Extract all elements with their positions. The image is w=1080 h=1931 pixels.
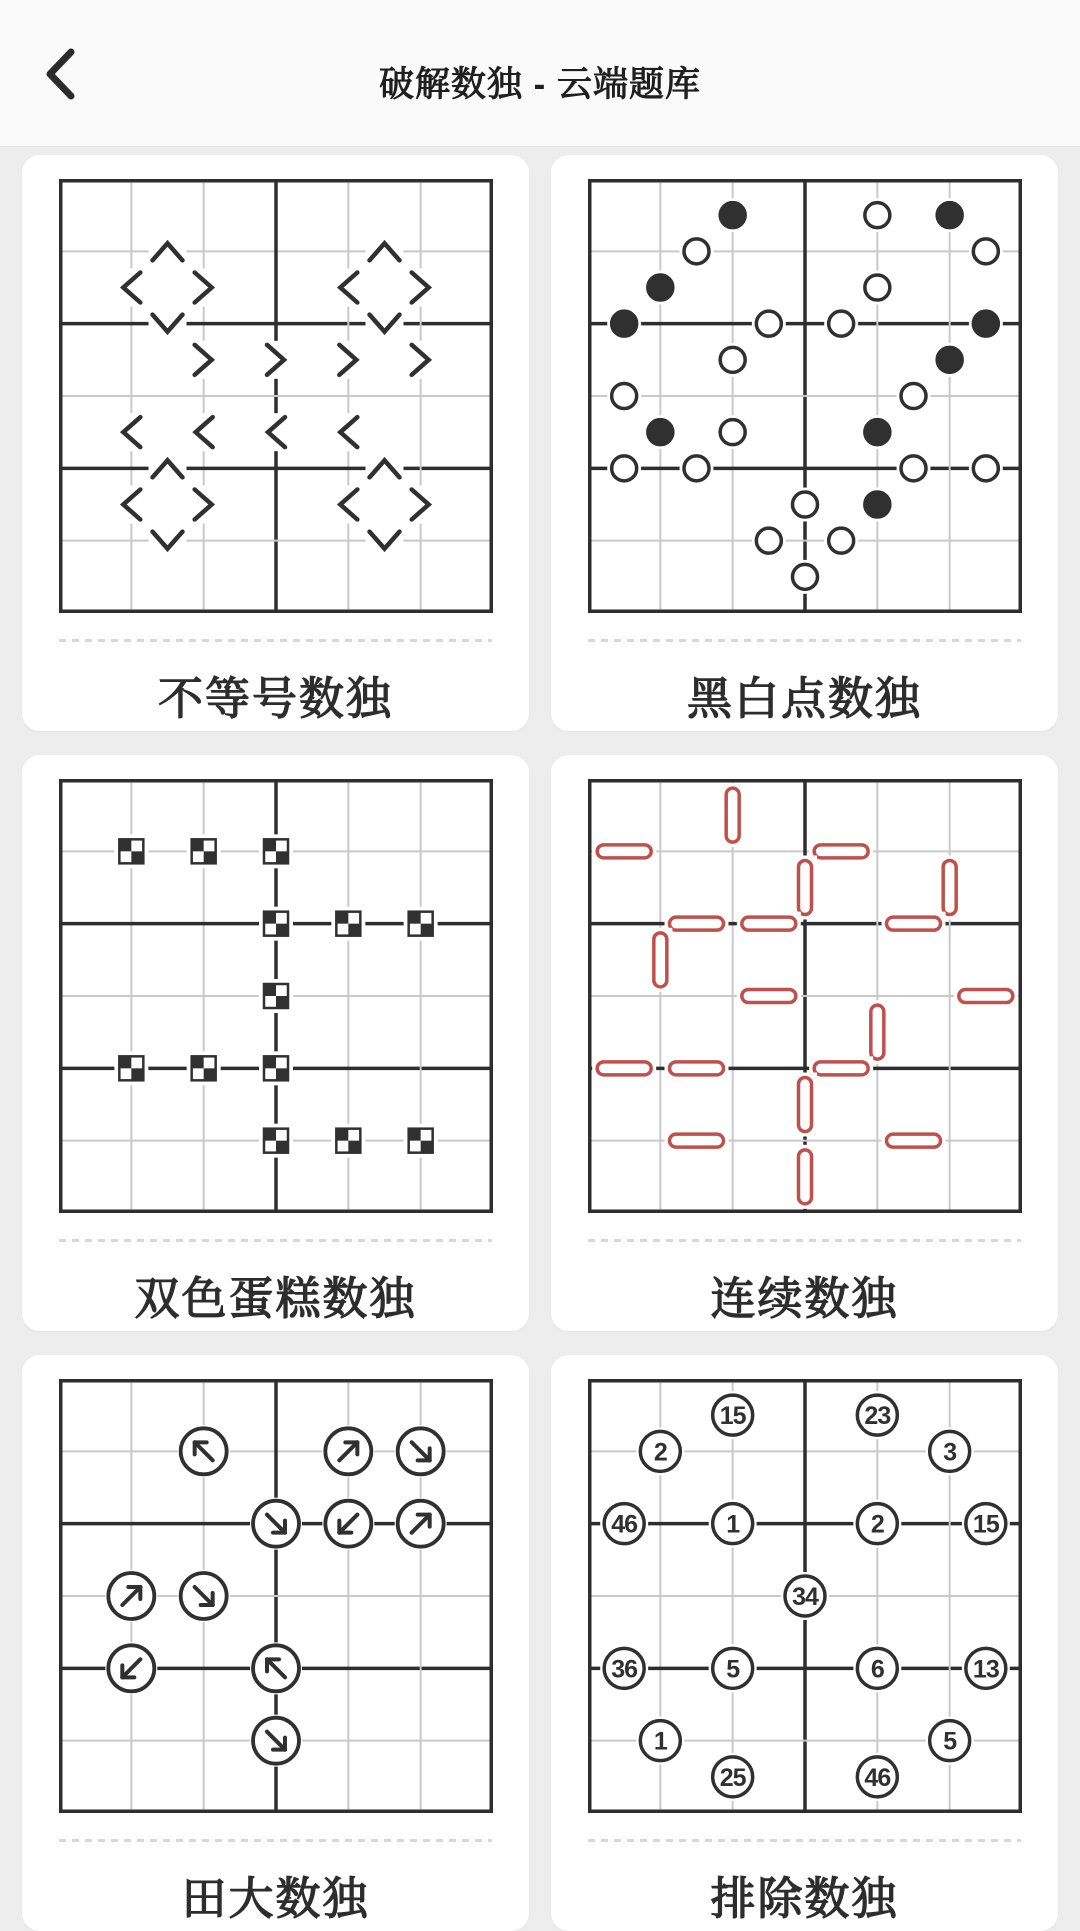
chevron-left-icon [45,48,75,100]
svg-text:5: 5 [942,1727,956,1756]
svg-text:36: 36 [610,1655,637,1684]
dashed-divider [588,639,1021,642]
puzzle-label: 不等号数独 [157,673,393,724]
svg-text:2: 2 [870,1510,884,1539]
puzzle-label: 连续数独 [710,1273,899,1324]
svg-text:3: 3 [942,1438,956,1467]
dashed-divider [588,1239,1021,1242]
puzzle-label: 黑白点数独 [686,673,922,724]
svg-text:6: 6 [870,1655,884,1684]
svg-text:1: 1 [725,1510,739,1539]
app-header [0,0,1080,147]
svg-text:23: 23 [863,1402,890,1431]
dashed-divider [59,1839,492,1842]
svg-text:5: 5 [725,1655,739,1684]
puzzle-label: 排除数独 [710,1873,899,1924]
puzzle-grid-inequality [59,179,493,613]
dashed-divider [588,1839,1021,1842]
puzzle-card-black-white-dots[interactable] [551,155,1058,731]
puzzle-card-inequality[interactable] [22,155,529,731]
page-title: 破解数独 - 云端题库 [378,65,702,104]
puzzle-label: 田大数独 [181,1873,370,1924]
svg-text:13: 13 [972,1655,999,1684]
puzzle-label: 双色蛋糕数独 [134,1273,417,1324]
svg-text:25: 25 [719,1763,746,1792]
svg-text:15: 15 [972,1510,999,1539]
svg-text:15: 15 [719,1402,746,1431]
puzzle-card-consecutive[interactable] [551,755,1058,1331]
puzzle-grid-exclusion [588,1379,1022,1813]
puzzle-card-list [22,155,1058,1931]
svg-text:46: 46 [610,1510,637,1539]
svg-text:34: 34 [791,1583,818,1611]
dashed-divider [59,639,492,642]
dashed-divider [59,1239,492,1242]
puzzle-grid-consecutive [588,779,1022,1213]
puzzle-card-exclusion[interactable] [551,1355,1058,1931]
puzzle-card-two-color-cake[interactable] [22,755,529,1331]
puzzle-card-field-arrows[interactable] [22,1355,529,1931]
svg-text:1: 1 [653,1727,667,1756]
svg-text:2: 2 [653,1438,667,1467]
puzzle-grid-field-arrows [59,1379,493,1813]
svg-text:46: 46 [863,1763,890,1792]
puzzle-grid-two-color-cake [59,779,493,1213]
back-button[interactable] [36,46,84,102]
puzzle-grid-black-white-dots [588,179,1022,613]
